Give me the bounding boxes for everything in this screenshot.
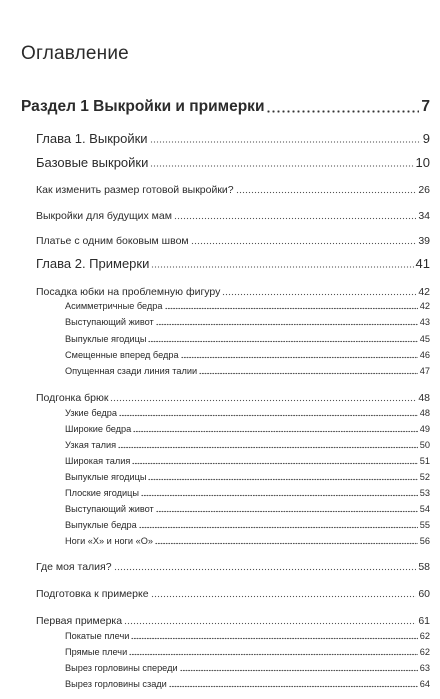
- toc-entry-page: 64: [419, 679, 430, 690]
- dot-leader: [139, 520, 418, 529]
- toc-entry-page: 51: [419, 456, 430, 467]
- toc-entry-subtopic: [65, 679, 430, 689]
- toc-entry-subtopic: [65, 647, 430, 657]
- toc-entry-title: Выкройки для будущих мам: [36, 209, 172, 222]
- toc-entry-page: 45: [419, 334, 430, 345]
- toc-entry-chapter: [36, 131, 430, 146]
- dot-leader: [131, 631, 417, 640]
- toc-entry-title: Первая примерка: [36, 614, 123, 627]
- toc-entry-subtopic: [65, 456, 430, 466]
- toc-entry-subtopic: [65, 301, 430, 311]
- toc-entry-title: Выступающий живот: [65, 504, 154, 515]
- toc-entry-subtopic: [65, 366, 430, 376]
- toc-entry-title: Подгонка брюк: [36, 391, 109, 404]
- toc-entry-page: 49: [419, 424, 430, 435]
- dot-leader: [180, 663, 418, 672]
- dot-leader: [148, 334, 417, 343]
- toc-entry-page: 48: [418, 391, 430, 404]
- page-title: Оглавление: [21, 43, 129, 64]
- toc-entry-title: Где моя талия?: [36, 560, 112, 573]
- toc-entry-subtopic: [65, 631, 430, 641]
- toc-entry-subtopic: [65, 440, 430, 450]
- dot-leader: [114, 560, 417, 571]
- toc-entry-subtopic: [65, 488, 430, 498]
- toc-entry-title: Плоские ягодицы: [65, 488, 139, 499]
- toc-entry-title: Узкие бедра: [65, 408, 117, 419]
- toc-entry-page: 42: [418, 285, 430, 298]
- dot-leader: [119, 408, 418, 417]
- toc-entry-title: Выпуклые бедра: [65, 520, 137, 531]
- dot-leader: [236, 183, 417, 194]
- dot-leader: [174, 209, 416, 220]
- toc-entry-subtopic: [65, 334, 430, 344]
- dot-leader: [124, 614, 416, 625]
- toc-entry-page: 9: [422, 131, 430, 146]
- toc-entry-title: Смещенные вперед бедра: [65, 350, 179, 361]
- toc-entry-page: 54: [419, 504, 430, 515]
- toc-entry-page: 46: [419, 350, 430, 361]
- toc-entry-title: Глава 2. Примерки: [36, 256, 150, 271]
- toc-entry-title: Базовые выкройки: [36, 155, 149, 170]
- toc-entry-title: Выпуклые ягодицы: [65, 334, 147, 345]
- dot-leader: [133, 424, 418, 433]
- toc-entry-page: 42: [419, 301, 430, 312]
- toc-entry-page: 53: [419, 488, 430, 499]
- toc-entry-page: 61: [418, 614, 430, 627]
- toc-entry-title: Платье с одним боковым швом: [36, 234, 189, 247]
- toc-entry-page: 41: [415, 256, 430, 271]
- toc-entry-subtopic: [65, 663, 430, 673]
- toc-entry-subtopic: [65, 520, 430, 530]
- toc-entry-page: 47: [419, 366, 430, 377]
- toc-entry-title: Опущенная сзади линия талии: [65, 366, 198, 377]
- toc-entry-page: 62: [419, 647, 430, 658]
- dot-leader: [151, 587, 417, 598]
- dot-leader: [129, 647, 418, 656]
- dot-leader: [222, 285, 416, 296]
- toc-entry-page: 34: [418, 209, 430, 222]
- dot-leader: [165, 301, 418, 310]
- toc-entry-title: Вырез горловины спереди: [65, 663, 178, 674]
- dot-leader: [151, 256, 413, 269]
- toc-entry-title: Широкие бедра: [65, 424, 132, 435]
- toc-entry-page: 52: [419, 472, 430, 483]
- toc-entry-subtopic: [65, 424, 430, 434]
- dot-leader: [155, 536, 418, 545]
- toc-entry-page: 10: [415, 155, 430, 170]
- dot-leader: [110, 391, 416, 402]
- dot-leader: [148, 472, 417, 481]
- dot-leader: [266, 99, 419, 115]
- dot-leader: [199, 366, 418, 375]
- toc-entry-page: 55: [419, 520, 430, 531]
- toc-entry-chapter: [36, 256, 430, 271]
- toc-entry-page: 58: [418, 560, 430, 573]
- toc-entry-page: 26: [418, 183, 430, 196]
- toc-entry-subtopic: [65, 350, 430, 360]
- toc-entry-title: Подготовка к примерке: [36, 587, 149, 600]
- dot-leader: [118, 440, 418, 449]
- toc-entry-title: Выступающий живот: [65, 317, 154, 328]
- toc-entry-subtopic: [65, 472, 430, 482]
- toc-entry-topic: [36, 209, 430, 222]
- toc-entry-page: 43: [419, 317, 430, 328]
- toc-entry-page: 39: [418, 234, 430, 247]
- toc-entry-title: Широкая талия: [65, 456, 131, 467]
- dot-leader: [191, 234, 417, 245]
- toc-entry-page: 48: [419, 408, 430, 419]
- toc-entry-topic: [36, 614, 430, 627]
- dot-leader: [181, 350, 418, 359]
- toc-entry-topic: [36, 155, 430, 170]
- toc-entry-page: 7: [421, 98, 430, 115]
- toc-entry-topic: [36, 285, 430, 298]
- toc-entry-page: 56: [419, 536, 430, 547]
- toc-entry-topic: [36, 587, 430, 600]
- toc-entry-title: Узкая талия: [65, 440, 117, 451]
- toc-entry-topic: [36, 560, 430, 573]
- toc-entry-title: Вырез горловины сзади: [65, 679, 167, 690]
- dot-leader: [150, 155, 413, 168]
- toc-entry-subtopic: [65, 317, 430, 327]
- toc-entry-subtopic: [65, 408, 430, 418]
- toc-entry-page: 63: [419, 663, 430, 674]
- toc-entry-title: Глава 1. Выкройки: [36, 131, 148, 146]
- toc-entry-page: 50: [419, 440, 430, 451]
- toc-entry-title: Асимметричные бедра: [65, 301, 163, 312]
- dot-leader: [156, 504, 418, 513]
- toc-entry-topic: [36, 234, 430, 247]
- toc-entry-title: Выпуклые ягодицы: [65, 472, 147, 483]
- dot-leader: [156, 317, 418, 326]
- dot-leader: [169, 679, 418, 688]
- dot-leader: [141, 488, 418, 497]
- toc-entry-topic: [36, 391, 430, 404]
- toc-entry-section: [21, 98, 430, 116]
- toc-entry-title: Прямые плечи: [65, 647, 128, 658]
- dot-leader: [150, 131, 421, 144]
- toc-entry-page: 60: [418, 587, 430, 600]
- toc-entry-topic: [36, 183, 430, 196]
- toc-entry-title: Как изменить размер готовой выкройки?: [36, 183, 234, 196]
- toc-entry-subtopic: [65, 504, 430, 514]
- toc-entry-title: Покатые плечи: [65, 631, 130, 642]
- toc-entry-page: 62: [419, 631, 430, 642]
- toc-entry-title: Посадка юбки на проблемную фигуру: [36, 285, 221, 298]
- toc-entry-subtopic: [65, 536, 430, 546]
- toc-entry-title: Ноги «Х» и ноги «О»: [65, 536, 153, 547]
- dot-leader: [132, 456, 417, 465]
- toc-entry-title: Раздел 1 Выкройки и примерки: [21, 98, 265, 115]
